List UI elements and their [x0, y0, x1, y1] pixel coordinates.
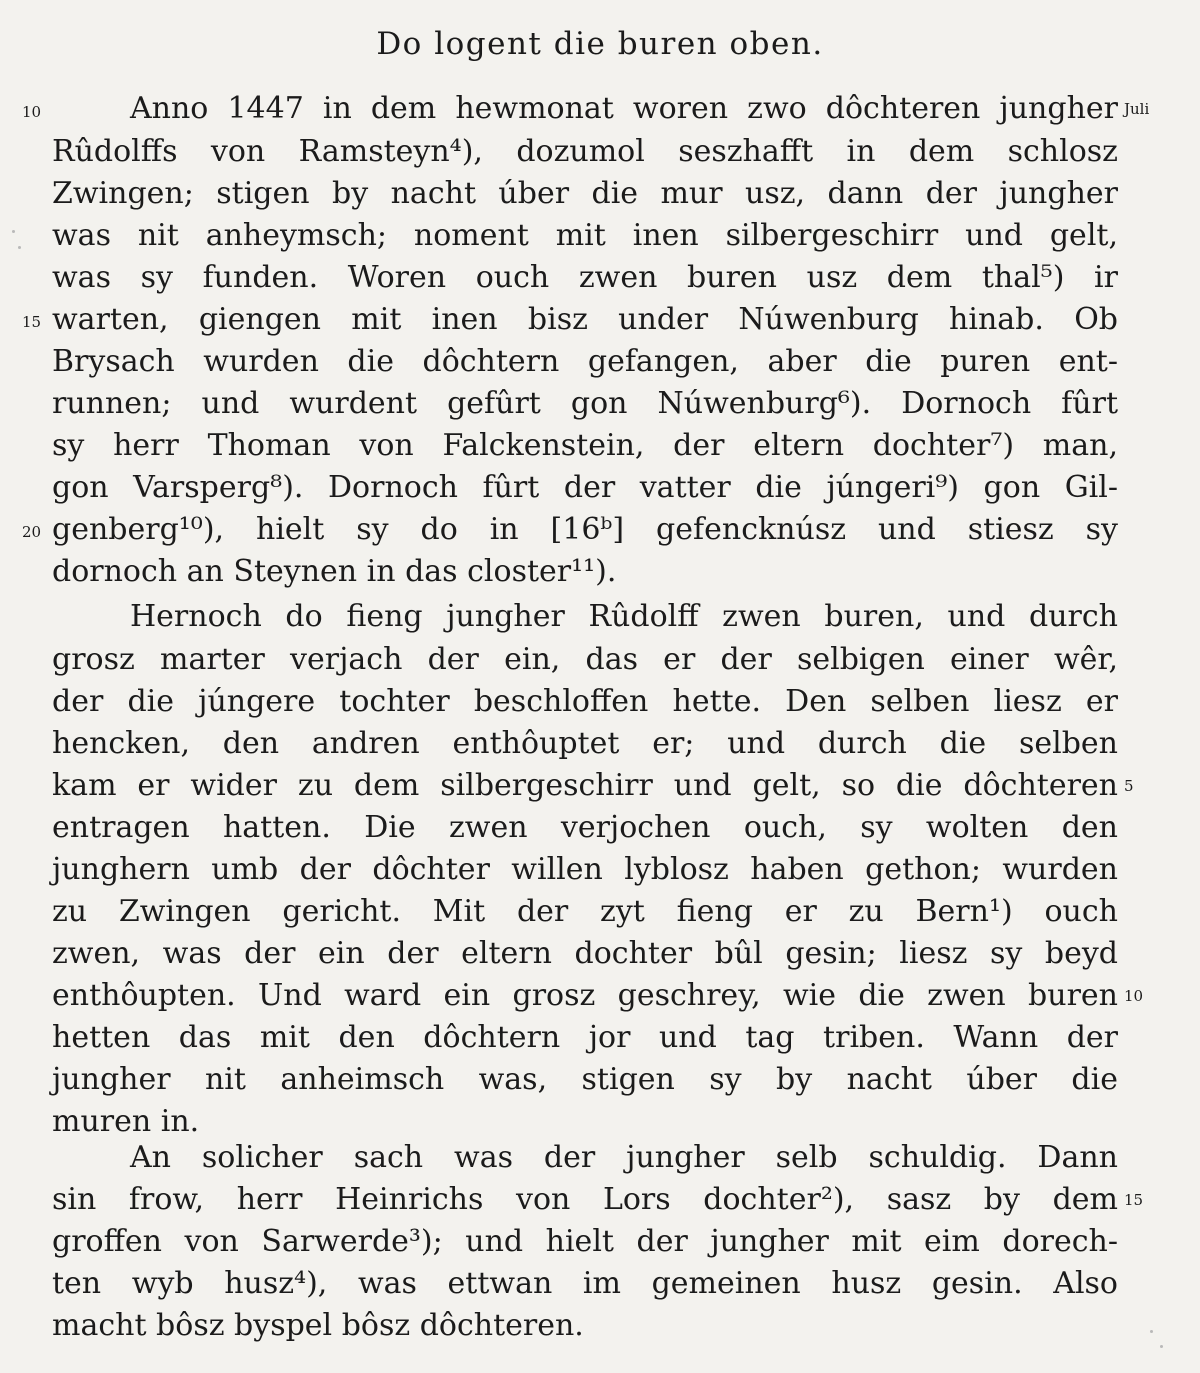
- text-line: enthôupten. Und ward ein grosz geschrey, wie die zwen buren: [52, 978, 1118, 1013]
- text-line: jungher nit anheimsch was, stigen sy by nacht úber die: [52, 1062, 1118, 1097]
- text-line: sin frow, herr Heinrichs von Lors dochter²), sasz by dem: [52, 1182, 1118, 1217]
- text-line: groffen von Sarwerde³); und hielt der jungher mit eim dorech-: [52, 1224, 1118, 1259]
- chapter-heading: Do logent die buren oben.: [376, 26, 824, 62]
- text-line: ten wyb husz⁴), was ettwan im gemeinen husz gesin. Also: [52, 1266, 1118, 1301]
- text-line: hencken, den andren enthôuptet er; und durch die selben: [52, 726, 1118, 761]
- text-line: entragen hatten. Die zwen verjochen ouch, sy wolten den: [52, 810, 1118, 845]
- text-line: runnen; und wurdent gefûrt gon Núwenburg⁶). Dornoch fûrt: [52, 386, 1118, 421]
- text-line: kam er wider zu dem silbergeschirr und gelt, so die dôchteren: [52, 768, 1118, 803]
- text-line: warten, giengen mit inen bisz under Núwenburg hinab. Ob: [52, 302, 1118, 337]
- paper-speck: [18, 246, 21, 249]
- text-line: genberg¹⁰), hielt sy do in [16ᵇ] gefencknúsz und stiesz sy: [52, 512, 1118, 547]
- text-line: was sy funden. Woren ouch zwen buren usz dem thal⁵) ir: [52, 260, 1118, 295]
- text-line: zwen, was der ein der eltern dochter bûl gesin; liesz sy beyd: [52, 936, 1118, 971]
- text-line: sy herr Thoman von Falckenstein, der eltern dochter⁷) man,: [52, 428, 1118, 463]
- text-line: dornoch an Steynen in das closter¹¹).: [52, 554, 617, 589]
- text-line: junghern umb der dôchter willen lyblosz haben gethon; wurden: [52, 852, 1118, 887]
- text-line: zu Zwingen gericht. Mit der zyt fieng er zu Bern¹) ouch: [52, 894, 1118, 929]
- text-line: Zwingen; stigen by nacht úber die mur usz, dann der jungher: [52, 176, 1118, 211]
- text-line: macht bôsz byspel bôsz dôchteren.: [52, 1308, 584, 1343]
- line-number: 10: [1124, 987, 1144, 1005]
- margin-date-note: Juli: [1124, 100, 1150, 118]
- text-line: Anno 1447 in dem hewmonat woren zwo dôchteren jungher: [130, 91, 1118, 126]
- paper-speck: [12, 230, 15, 233]
- text-line: grosz marter verjach der ein, das er der selbigen einer wêr,: [52, 642, 1118, 677]
- text-line: Brysach wurden die dôchtern gefangen, aber die puren ent-: [52, 344, 1118, 379]
- line-number: 15: [1124, 1191, 1144, 1209]
- text-line: gon Varsperg⁸). Dornoch fûrt der vatter die júngeri⁹) gon Gil-: [52, 470, 1118, 505]
- line-number: 5: [1124, 777, 1134, 795]
- text-line: An solicher sach was der jungher selb schuldig. Dann: [130, 1140, 1118, 1175]
- text-line: hetten das mit den dôchtern jor und tag triben. Wann der: [52, 1020, 1118, 1055]
- line-number: 10: [22, 103, 42, 121]
- text-line: der die júngere tochter beschloffen hette. Den selben liesz er: [52, 684, 1118, 719]
- text-line: Rûdolffs von Ramsteyn⁴), dozumol seszhafft in dem schlosz: [52, 134, 1118, 169]
- text-line: Hernoch do fieng jungher Rûdolff zwen buren, und durch: [130, 599, 1118, 634]
- text-line: muren in.: [52, 1104, 200, 1139]
- paper-speck: [1150, 1330, 1153, 1333]
- paper-speck: [1160, 1345, 1163, 1348]
- line-number: 20: [22, 523, 42, 541]
- line-number: 15: [22, 313, 42, 331]
- text-line: was nit anheymsch; noment mit inen silbergeschirr und gelt,: [52, 218, 1118, 253]
